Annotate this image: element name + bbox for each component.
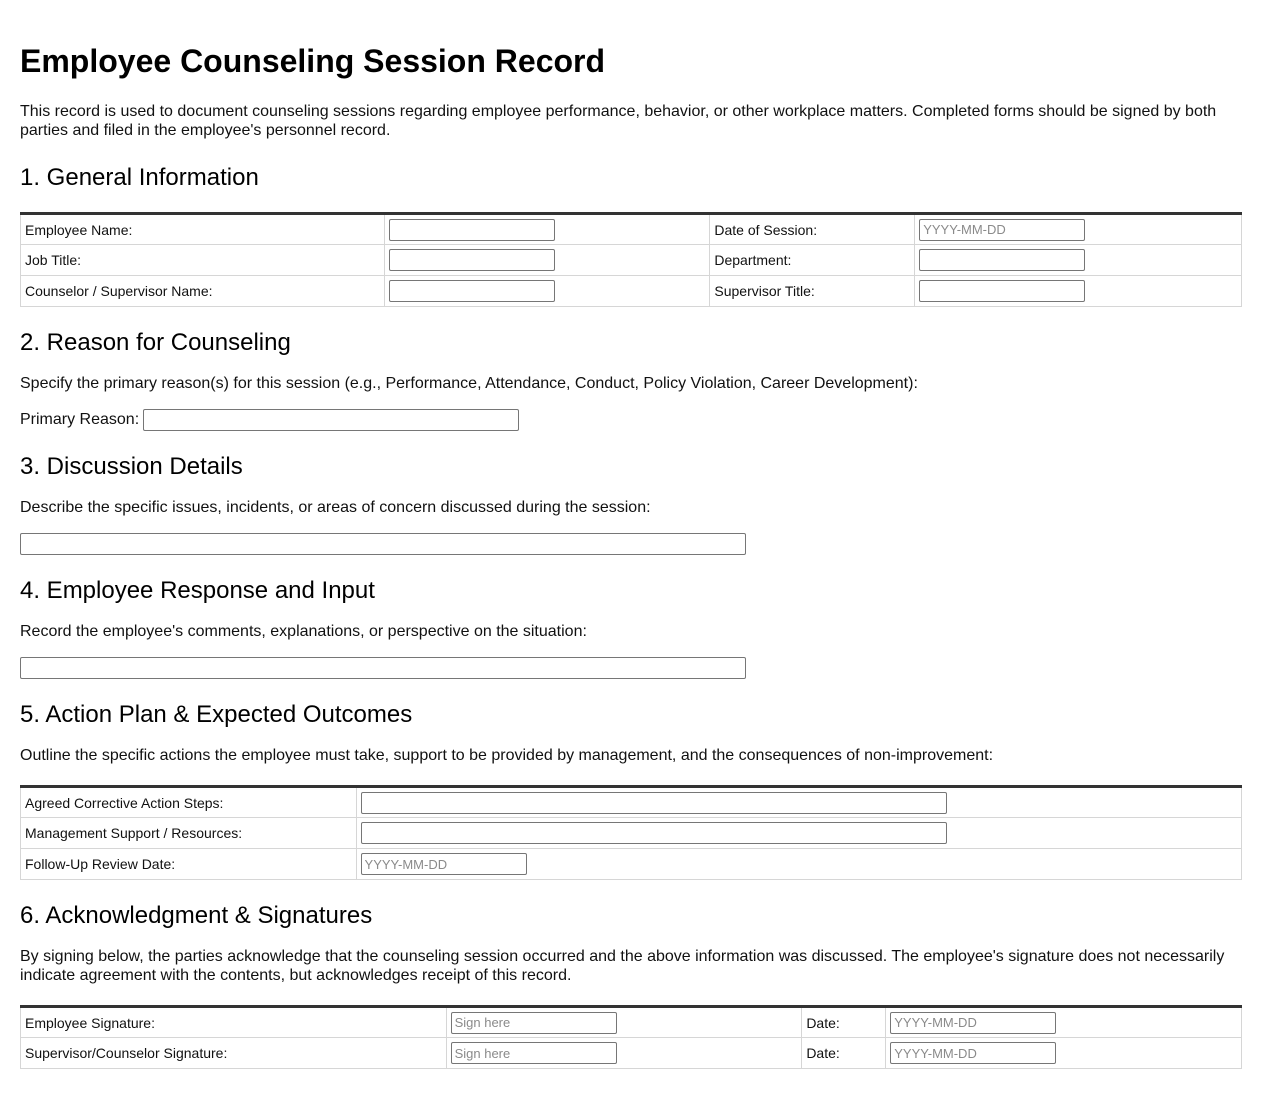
corrective-action-cell [356, 787, 1241, 818]
employee-name-label: Employee Name: [21, 214, 385, 245]
job-title-label: Job Title: [21, 245, 385, 276]
supervisor-signature-cell [446, 1038, 802, 1069]
discussion-instruction: Describe the specific issues, incidents, or areas of concern discussed during the session: [20, 499, 651, 516]
followup-date-input[interactable] [361, 853, 527, 875]
section-general-heading: 1. General Information [20, 164, 259, 191]
signatures-table [20, 1005, 1242, 1069]
table-row [21, 818, 1242, 849]
supervisor-date-label: Date: [802, 1038, 886, 1069]
primary-reason-label: Primary Reason: [20, 411, 140, 428]
employee-signature-label: Employee Signature: [21, 1007, 447, 1038]
employee-date-input[interactable] [890, 1012, 1056, 1034]
primary-reason-row [20, 409, 1242, 431]
department-cell [915, 245, 1242, 276]
supervisor-title-cell [915, 276, 1242, 307]
followup-date-cell [356, 849, 1241, 880]
page-title: Employee Counseling Session Record [20, 43, 606, 79]
counselor-name-cell [384, 276, 710, 307]
date-of-session-label: Date of Session: [710, 214, 915, 245]
department-label: Department: [710, 245, 915, 276]
department-input[interactable] [919, 249, 1085, 271]
discussion-details-input[interactable] [20, 533, 746, 555]
supervisor-signature-input[interactable] [451, 1042, 617, 1064]
employee-response-input[interactable] [20, 657, 746, 679]
action-plan-table [20, 785, 1242, 880]
section-discussion-heading: 3. Discussion Details [20, 453, 243, 480]
section-ack-heading: 6. Acknowledgment & Signatures [20, 902, 373, 929]
supervisor-signature-label: Supervisor/Counselor Signature: [21, 1038, 447, 1069]
intro-text: This record is used to document counseling sessions regarding employee performance, behavior, or other workplace matters. Completed forms should be signed by both parties and filed in the employee's personnel record. [20, 103, 1217, 139]
ack-instruction: By signing below, the parties acknowledge that the counseling session occurred and the above information was discussed. The employee's signature does not necessarily indicate agreement with the contents, but acknowledges receipt of this record. [20, 948, 1225, 984]
corrective-action-input[interactable] [361, 792, 947, 814]
table-row [21, 1038, 1242, 1069]
followup-date-label: Follow-Up Review Date: [21, 849, 357, 880]
employee-signature-cell [446, 1007, 802, 1038]
management-support-label: Management Support / Resources: [21, 818, 357, 849]
table-row [21, 849, 1242, 880]
section-response-heading: 4. Employee Response and Input [20, 577, 375, 604]
section-reason-heading: 2. Reason for Counseling [20, 329, 291, 356]
general-info-table [20, 212, 1242, 307]
action-instruction: Outline the specific actions the employee must take, support to be provided by management, and the consequences of non-improvement: [20, 747, 994, 764]
date-of-session-cell [915, 214, 1242, 245]
response-instruction: Record the employee's comments, explanations, or perspective on the situation: [20, 623, 587, 640]
employee-name-cell [384, 214, 710, 245]
section-action-heading: 5. Action Plan & Expected Outcomes [20, 701, 413, 728]
supervisor-title-label: Supervisor Title: [710, 276, 915, 307]
supervisor-title-input[interactable] [919, 280, 1085, 302]
management-support-input[interactable] [361, 822, 947, 844]
counselor-name-label: Counselor / Supervisor Name: [21, 276, 385, 307]
employee-date-label: Date: [802, 1007, 886, 1038]
employee-date-cell [886, 1007, 1242, 1038]
job-title-input[interactable] [389, 249, 555, 271]
table-row [21, 787, 1242, 818]
management-support-cell [356, 818, 1241, 849]
table-row [21, 245, 1242, 276]
date-of-session-input[interactable] [919, 219, 1085, 241]
reason-instruction: Specify the primary reason(s) for this session (e.g., Performance, Attendance, Conduct, Policy Violation, Career Development): [20, 375, 918, 392]
counselor-name-input[interactable] [389, 280, 555, 302]
corrective-action-label: Agreed Corrective Action Steps: [21, 787, 357, 818]
table-row [21, 1007, 1242, 1038]
table-row [21, 214, 1242, 245]
job-title-cell [384, 245, 710, 276]
employee-name-input[interactable] [389, 219, 555, 241]
primary-reason-input[interactable] [143, 409, 519, 431]
employee-signature-input[interactable] [451, 1012, 617, 1034]
supervisor-date-input[interactable] [890, 1042, 1056, 1064]
supervisor-date-cell [886, 1038, 1242, 1069]
table-row [21, 276, 1242, 307]
